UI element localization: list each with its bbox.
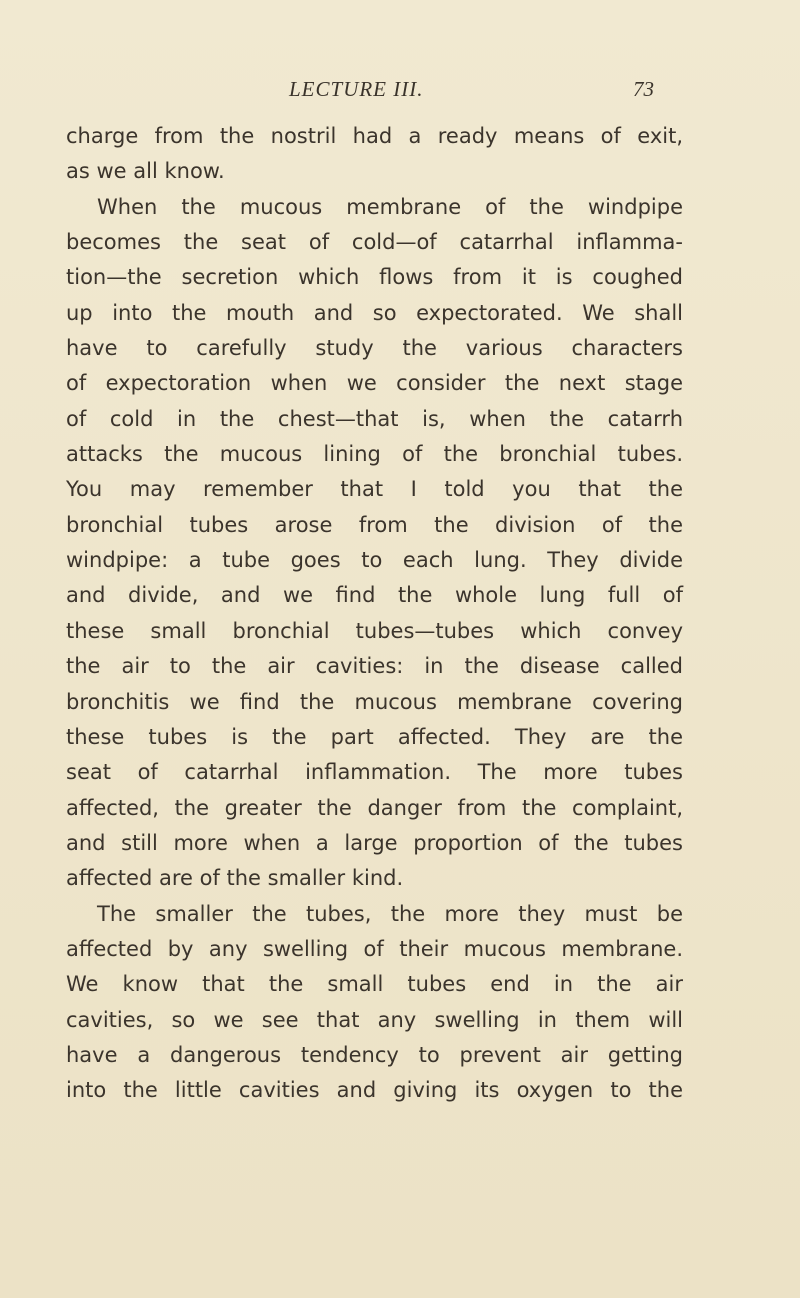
text-line: bronchial tubes arose from the division of the bbox=[66, 512, 683, 537]
text-line: attacks the mucous lining of the bronchial tubes. bbox=[66, 442, 683, 467]
text-line: bronchitis we find the mucous membrane covering bbox=[66, 689, 683, 714]
text-line: these tubes is the part affected. They are the bbox=[66, 724, 683, 749]
text-line: have a dangerous tendency to prevent air getting bbox=[66, 1042, 683, 1067]
text-line: When the mucous membrane of the windpipe bbox=[97, 194, 683, 219]
running-title: LECTURE III. bbox=[289, 77, 424, 101]
text-line: charge from the nostril had a ready means of exit, bbox=[66, 124, 683, 148]
text-line: affected by any swelling of their mucous membrane. bbox=[66, 936, 683, 961]
body-text bbox=[66, 119, 683, 1109]
text-line: these small bronchial tubes—tubes which convey bbox=[66, 618, 683, 643]
text-line: into the little cavities and giving its oxygen to the bbox=[66, 1078, 683, 1103]
text-line: tion—the secretion which flows from it is coughed bbox=[66, 265, 683, 290]
text-line: and still more when a large proportion of the tubes bbox=[66, 830, 683, 855]
text-line: have to carefully study the various characters bbox=[66, 336, 683, 361]
text-line: We know that the small tubes end in the air bbox=[66, 972, 683, 997]
text-line: affected are of the smaller kind. bbox=[66, 866, 404, 891]
text-line: and divide, and we find the whole lung full of bbox=[66, 583, 683, 608]
running-head bbox=[0, 74, 800, 104]
text-line: of expectoration when we consider the next stage bbox=[66, 371, 683, 396]
text-line: cavities, so we see that any swelling in them will bbox=[66, 1007, 683, 1032]
page-number: 73 bbox=[633, 77, 654, 101]
text-line: becomes the seat of cold—of catarrhal inflamma- bbox=[66, 230, 683, 255]
text-line: affected, the greater the danger from the complaint, bbox=[66, 795, 683, 820]
text-line: of cold in the chest—that is, when the catarrh bbox=[66, 406, 683, 431]
text-line: the air to the air cavities: in the disease called bbox=[66, 654, 683, 679]
text-line: windpipe: a tube goes to each lung. They divide bbox=[66, 548, 683, 573]
text-line: up into the mouth and so expectorated. We shall bbox=[66, 300, 683, 325]
text-line: The smaller the tubes, the more they must be bbox=[97, 901, 683, 926]
text-line: as we all know. bbox=[66, 159, 225, 184]
text-line: seat of catarrhal inflammation. The more tubes bbox=[66, 760, 683, 785]
text-line: You may remember that I told you that the bbox=[66, 477, 683, 502]
